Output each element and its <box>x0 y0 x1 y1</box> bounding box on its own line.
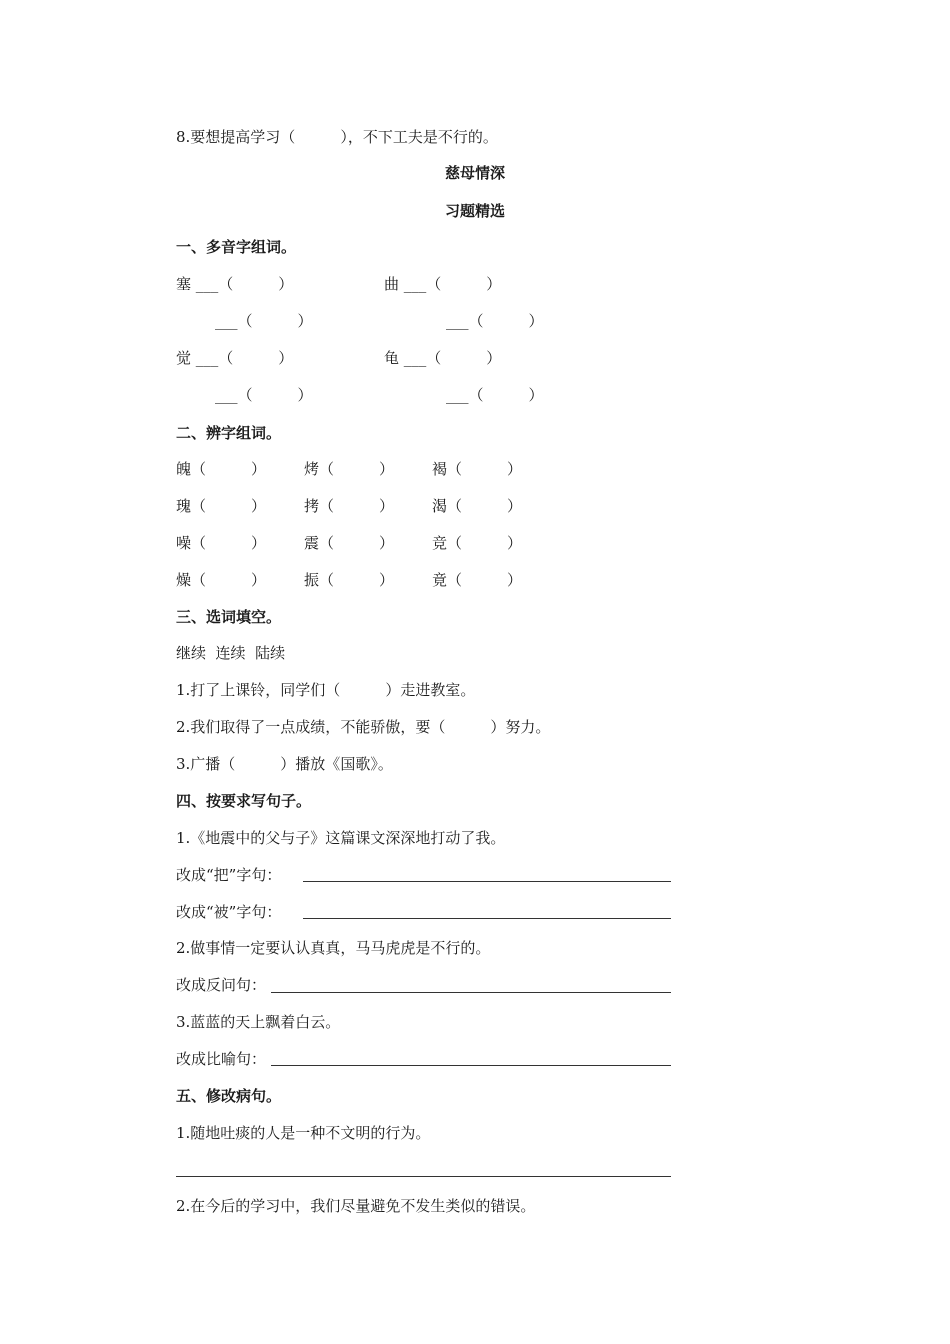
answer-line[interactable] <box>303 918 671 919</box>
char-group-cell: 魄（ ） <box>176 460 267 478</box>
polyphone-row-2-right: ___（ ） <box>446 312 544 330</box>
answer-line[interactable] <box>176 1176 671 1177</box>
section-heading-3: 三、选词填空。 <box>176 608 282 626</box>
char-group-cell: 瑰（ ） <box>176 497 267 515</box>
polyphone-row-1-left: 塞 ___（ ） <box>176 275 294 293</box>
polyphone-row-1-right: 曲 ___（ ） <box>384 275 502 293</box>
page-title: 慈母情深 <box>444 164 505 182</box>
char-group-cell: 烤（ ） <box>304 460 395 478</box>
word-bank: 继续 连续 陆续 <box>176 644 286 662</box>
char-group-cell: 震（ ） <box>304 534 395 552</box>
answer-line[interactable] <box>271 992 671 993</box>
correction-question-1: 1.随地吐痰的人是一种不文明的行为。 <box>176 1124 431 1142</box>
char-group-cell: 竞（ ） <box>432 534 523 552</box>
polyphone-row-3-right: 龟 ___（ ） <box>384 349 502 367</box>
char-group-cell: 噪（ ） <box>176 534 267 552</box>
fill-blank-item-2: 2.我们取得了一点成绩，不能骄傲，要（ ）努力。 <box>176 718 551 736</box>
rewrite-prompt-bei: 改成“被”字句： <box>176 903 282 921</box>
rewrite-question-3: 3.蓝蓝的天上飘着白云。 <box>176 1013 341 1031</box>
char-group-cell: 褐（ ） <box>432 460 523 478</box>
polyphone-row-4-right: ___（ ） <box>446 386 544 404</box>
polyphone-row-4-left: ___（ ） <box>215 386 313 404</box>
char-group-cell: 燥（ ） <box>176 571 267 589</box>
section-heading-2: 二、辨字组词。 <box>176 424 282 442</box>
char-group-cell: 拷（ ） <box>304 497 395 515</box>
section-heading-4: 四、按要求写句子。 <box>176 792 312 810</box>
rewrite-prompt-ba: 改成“把”字句： <box>176 866 282 884</box>
fill-blank-item-3: 3.广播（ ）播放《国歌》。 <box>176 755 393 773</box>
rewrite-prompt-rhetorical: 改成反问句： <box>176 976 267 994</box>
rewrite-question-1: 1.《地震中的父与子》这篇课文深深地打动了我。 <box>176 829 506 847</box>
section-heading-1: 一、多音字组词。 <box>176 238 297 256</box>
fill-blank-item-1: 1.打了上课铃，同学们（ ）走进教室。 <box>176 681 476 699</box>
answer-line[interactable] <box>271 1065 671 1066</box>
page-subtitle: 习题精选 <box>444 202 505 220</box>
exercise-item-8: 8.要想提高学习（ ），不下工夫是不行的。 <box>176 128 498 146</box>
char-group-cell: 竟（ ） <box>432 571 523 589</box>
char-group-cell: 渴（ ） <box>432 497 523 515</box>
polyphone-row-3-left: 觉 ___（ ） <box>176 349 294 367</box>
rewrite-question-2: 2.做事情一定要认认真真，马马虎虎是不行的。 <box>176 939 491 957</box>
correction-question-2: 2.在今后的学习中，我们尽量避免不发生类似的错误。 <box>176 1197 536 1215</box>
section-heading-5: 五、修改病句。 <box>176 1087 282 1105</box>
polyphone-row-2-left: ___（ ） <box>215 312 313 330</box>
char-group-cell: 振（ ） <box>304 571 395 589</box>
answer-line[interactable] <box>303 881 671 882</box>
rewrite-prompt-metaphor: 改成比喻句： <box>176 1050 267 1068</box>
